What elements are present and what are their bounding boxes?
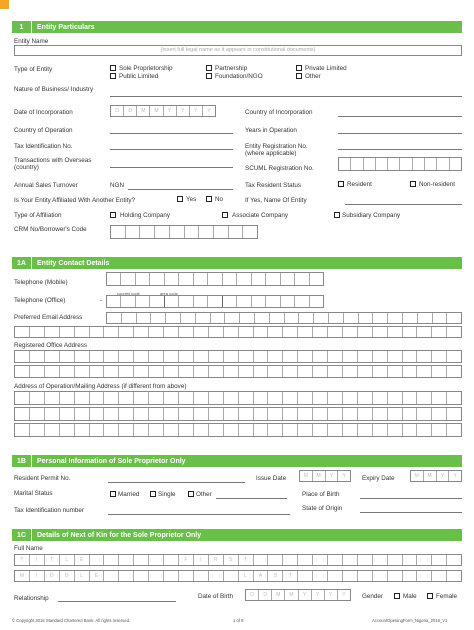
- section-header-next-of-kin: [12, 529, 462, 541]
- foundation-checkbox[interactable]: [206, 73, 212, 79]
- name-grid-row2[interactable]: M I D D L E L A S T: [14, 570, 462, 582]
- type-of-affiliation-label: Type of Affiliation: [14, 212, 62, 219]
- date-of-incorporation-label: Date of Incorporation: [14, 109, 73, 116]
- section-number: 1A: [12, 257, 32, 269]
- private-limited-label: Private Limited: [305, 65, 347, 72]
- email-label: Preferred Email Address: [14, 314, 83, 321]
- state-of-origin-label: State of Origin: [302, 505, 343, 512]
- name-grid-row1[interactable]: T I T L E F I R S T: [14, 554, 462, 566]
- associate-company-label: Associate Company: [232, 212, 288, 219]
- female-label: Female: [436, 593, 457, 600]
- partnership-label: Partnership: [215, 65, 248, 72]
- place-of-birth-label: Place of Birth: [302, 491, 340, 498]
- tax-resident-label: Tax Resident Status: [245, 182, 302, 189]
- affiliated-yes-checkbox[interactable]: [177, 196, 183, 202]
- telephone-mobile-grid[interactable]: [106, 272, 324, 286]
- telephone-office-label: Telephone (Office): [14, 297, 66, 304]
- date-of-incorporation-grid[interactable]: D D M M Y Y Y Y: [110, 105, 216, 117]
- footer-copyright: © Copyright 2016 Standard Chartered Bank. All rights reserved.: [12, 618, 131, 623]
- male-label: Male: [403, 593, 417, 600]
- tax-identification-field[interactable]: [108, 514, 290, 515]
- entity-registration-field[interactable]: [338, 149, 462, 150]
- area-code-caption: area code: [160, 291, 178, 296]
- entity-registration-label: Entity Registration No.: [245, 143, 308, 150]
- orange-marker: [0, 0, 9, 9]
- country-of-incorporation-label: Country of Incorporation: [245, 109, 313, 116]
- entity-name-placeholder: (insert full legal name as it appears in constitutional documents): [160, 47, 316, 53]
- section-title: Entity Contact Details: [37, 259, 110, 267]
- section-header-contact-details: [12, 257, 462, 269]
- female-checkbox[interactable]: [427, 593, 433, 599]
- married-checkbox[interactable]: [110, 491, 116, 497]
- relationship-field[interactable]: [58, 601, 176, 602]
- section-title: Entity Particulars: [37, 23, 95, 31]
- other-checkbox[interactable]: [296, 73, 302, 79]
- type-of-entity-label: Type of Entity: [14, 66, 53, 73]
- male-checkbox[interactable]: [394, 593, 400, 599]
- non-resident-checkbox[interactable]: [410, 181, 416, 187]
- section-title: Details of Next of Kin for the Sole Proprietor Only: [37, 531, 202, 539]
- turnover-label: Annual Sales Turnover: [14, 182, 78, 189]
- entity-registration-note: (where applicable): [245, 150, 297, 157]
- date-of-birth-grid[interactable]: D D M M Y Y Y Y: [245, 589, 351, 601]
- state-of-origin-field[interactable]: [360, 512, 462, 513]
- transactions-overseas-field[interactable]: [110, 167, 233, 168]
- telephone-office-grid[interactable]: [106, 295, 324, 308]
- country-of-incorporation-field[interactable]: [338, 116, 462, 117]
- married-label: Married: [118, 491, 140, 498]
- email-grid-row2[interactable]: [14, 326, 462, 338]
- affiliate-name-field[interactable]: [345, 204, 462, 205]
- crm-label: CRM No/Borrower's Code: [14, 226, 87, 233]
- resident-checkbox[interactable]: [338, 181, 344, 187]
- affiliate-name-label: If Yes, Name Of Entity: [245, 197, 307, 204]
- operation-address-label: Address of Operation/Mailing Address (if different from above): [14, 383, 187, 390]
- expiry-date-grid[interactable]: M M Y Y: [410, 470, 462, 482]
- sole-proprietorship-checkbox[interactable]: [110, 65, 116, 71]
- section-header-sole-proprietor: [12, 455, 462, 467]
- other-marital-label: Other: [196, 491, 212, 498]
- tax-id-field[interactable]: [110, 149, 233, 150]
- country-of-operation-field[interactable]: [110, 133, 233, 134]
- affiliated-label: Is Your Entity Affiliated With Another Entity?: [14, 197, 135, 204]
- resident-permit-field[interactable]: [108, 482, 245, 483]
- full-name-label: Full Name: [14, 545, 43, 552]
- single-checkbox[interactable]: [150, 491, 156, 497]
- other-marital-field[interactable]: [216, 498, 287, 499]
- operation-address-grid-row3[interactable]: [14, 423, 462, 437]
- issue-date-grid[interactable]: M M Y Y: [299, 470, 351, 482]
- subsidiary-company-label: Subsidiary Company: [342, 212, 401, 219]
- affiliated-no-checkbox[interactable]: [206, 196, 212, 202]
- scuml-label: SCUML Registration No.: [245, 165, 314, 172]
- place-of-birth-field[interactable]: [360, 498, 462, 499]
- issue-date-label: Issue Date: [256, 475, 287, 482]
- public-limited-checkbox[interactable]: [110, 73, 116, 79]
- sole-proprietorship-label: Sole Proprietorship: [119, 65, 173, 72]
- transactions-overseas-label: Transactions with Overseas: [14, 157, 92, 164]
- associate-company-checkbox[interactable]: [222, 212, 228, 218]
- operation-address-grid-row1[interactable]: [14, 391, 462, 405]
- section-number: 1B: [12, 455, 32, 467]
- section-number: 1: [12, 21, 32, 33]
- nature-of-business-field[interactable]: [110, 96, 462, 97]
- registered-office-grid-row2[interactable]: [14, 365, 462, 378]
- partnership-checkbox[interactable]: [206, 65, 212, 71]
- holding-company-label: Holding Company: [120, 212, 171, 219]
- telephone-mobile-label: Telephone (Mobile): [14, 279, 68, 286]
- resident-label: Resident: [347, 181, 372, 188]
- other-label: Other: [305, 73, 321, 80]
- relationship-label: Relationship: [14, 595, 49, 602]
- country-code-caption: country code: [117, 291, 140, 296]
- turnover-field[interactable]: [128, 189, 233, 190]
- affiliated-no-label: No: [215, 196, 224, 203]
- single-label: Single: [158, 491, 176, 498]
- footer-form-id: AccountOpeningForm_Nigeria_2016_V1: [372, 618, 448, 623]
- years-in-operation-field[interactable]: [338, 133, 462, 134]
- transactions-overseas-note: (country): [14, 164, 39, 171]
- private-limited-checkbox[interactable]: [296, 65, 302, 71]
- scuml-grid[interactable]: [338, 157, 462, 171]
- nature-of-business-label: Nature of Business/ Industry: [14, 86, 94, 93]
- foundation-label: Foundation/NGO: [215, 73, 263, 80]
- registered-office-label: Registered Office Address: [14, 342, 88, 349]
- section-title: Personal Information of Sole Proprietor Only: [37, 457, 186, 465]
- public-limited-label: Public Limited: [119, 73, 159, 80]
- expiry-date-label: Expiry Date: [362, 475, 395, 482]
- email-grid-row1[interactable]: [106, 312, 462, 324]
- registered-office-grid-row1[interactable]: [14, 350, 462, 363]
- non-resident-label: Non-resident: [419, 181, 456, 188]
- subsidiary-company-checkbox[interactable]: [334, 212, 340, 218]
- telephone-dash: -: [100, 297, 103, 304]
- gender-label: Gender: [362, 593, 384, 600]
- affiliated-yes-label: Yes: [186, 196, 197, 203]
- date-of-birth-label: Date of Birth: [198, 593, 233, 600]
- crm-grid[interactable]: [110, 225, 258, 239]
- section-header-entity-particulars: [12, 21, 462, 33]
- operation-address-grid-row2[interactable]: [14, 407, 462, 421]
- tax-identification-label: Tax Identification number: [14, 507, 85, 514]
- marital-status-label: Marital Status: [14, 490, 53, 497]
- resident-permit-label: Resident Permit No.: [14, 475, 71, 482]
- country-of-operation-label: Country of Operation: [14, 127, 73, 134]
- entity-name-label: Entity Name: [14, 38, 49, 45]
- footer-page-number: 1 of 8: [233, 618, 244, 623]
- years-in-operation-label: Years in Operation: [245, 127, 297, 134]
- holding-company-checkbox[interactable]: [110, 212, 116, 218]
- ngn-label: NGN: [110, 182, 124, 189]
- section-number: 1C: [12, 529, 32, 541]
- tax-id-label: Tax Identification No.: [14, 143, 73, 150]
- other-marital-checkbox[interactable]: [188, 491, 194, 497]
